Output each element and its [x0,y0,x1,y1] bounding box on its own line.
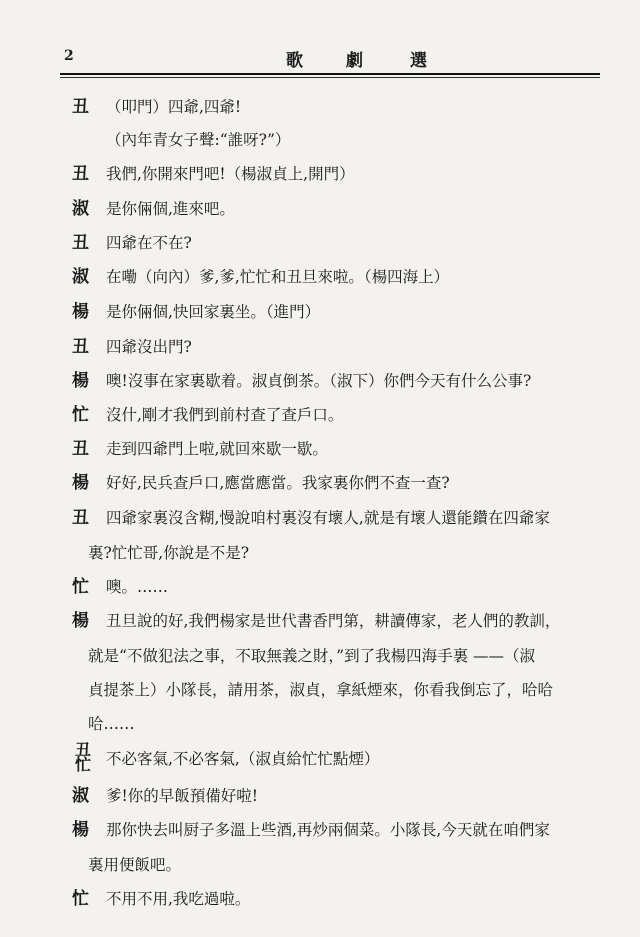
header-title-char-3: 選 [410,51,427,71]
speaker-label: 丑 [72,439,89,459]
header-title-char-2: 劇 [346,51,363,71]
speaker-label: 淑 [72,786,89,806]
dialogue-text: 爹!你的早飯預備好啦! [106,787,258,805]
dialogue-line [88,677,553,703]
dialogue-text: 好好,民兵查戶口,應當應當。我家裏你們不查一查? [106,474,450,492]
dialogue-text: 四爺家裏沒含糊,慢說咱村裏沒有壞人,就是有壞人還能鑽在四爺家 [106,509,550,527]
dialogue-line [72,574,168,600]
dialogue-line [72,608,560,634]
dialogue-text: 四爺沒出門? [106,338,192,356]
dialogue-line [72,264,449,290]
dialogue-text: 裏用便飯吧。 [88,856,182,874]
speaker-label: 丑 [72,337,89,357]
speaker-label: 楊 [72,611,89,631]
speaker-label: 丑 [72,97,89,117]
speaker-label: 忙 [72,889,89,909]
dialogue-line [106,127,290,153]
dialogue-line [88,643,535,669]
dialogue-text: 沒什,剛才我們到前村查了查戶口。 [106,406,344,424]
dialogue-text: 是你倆個,進來吧。 [106,200,235,218]
dialogue-text: 裏?忙忙哥,你說是不是? [88,544,250,562]
dialogue-text: 那你快去叫厨子多溫上些酒,再炒兩個菜。小隊長,今天就在咱們家 [106,821,550,839]
dialogue-text: （叩門）四爺,四爺! [106,98,242,116]
dialogue-text: 不必客氣,不必客氣,（淑貞給忙忙點煙） [106,750,380,768]
dialogue-line [88,852,181,878]
dialogue-text: 哈…… [88,715,135,733]
dialogue-text: 不用不用,我吃過啦。 [106,890,251,908]
speaker-label: 楊 [72,302,89,322]
dialogue-line [72,436,328,462]
speaker-label-dual: 丑 忙 [74,740,91,774]
running-header [60,44,600,72]
dialogue-text: （內年青女子聲:“誰呀?”） [106,131,291,149]
page-number: 2 [64,48,74,64]
speaker-label: 淑 [72,199,89,219]
header-rule [60,73,600,75]
dialogue-text: 就是“不做犯法之事，不取無義之財，”到了我楊四海手裏 ——（淑 [88,647,536,665]
dialogue-text: 貞提茶上）小隊長，請用茶，淑貞，拿紙煙來，你看我倒忘了，哈哈 [88,681,554,699]
dialogue-text: 在嘞（向內）爹,爹,忙忙和丑旦來啦。（楊四海上） [106,268,450,286]
speaker-label: 丑 [72,233,89,253]
speaker-label: 丑 [72,164,89,184]
speaker-label: 楊 [72,820,89,840]
dialogue-line [72,505,550,531]
speaker-label: 楊 [72,473,89,493]
dialogue-line [72,817,550,843]
dialogue-line [72,299,320,325]
dialogue-line [72,886,250,912]
dialogue-line [72,94,241,120]
dialogue-line [72,368,531,394]
dialogue-text: 我們,你開來門吧!（楊淑貞上,開門） [106,165,355,183]
dialogue-text: 丑旦說的好,我們楊家是世代書香門第，耕讀傳家，老人們的教訓， [106,612,561,630]
dialogue-text: 噢!沒事在家裏歇着。淑貞倒茶。（淑下）你們今天有什么公事? [106,372,532,390]
dialogue-line [88,540,249,566]
dialogue-line [72,334,192,360]
dialogue-line [72,470,450,496]
dialogue-line [88,711,135,737]
speaker-label: 楊 [72,371,89,391]
speaker-label: 淑 [72,267,89,287]
dialogue-line [72,161,355,187]
dialogue-line [72,196,235,222]
speaker-label: 忙 [72,405,89,425]
dialogue-line [72,230,192,256]
speaker-label: 丑 [72,508,89,528]
dialogue-text: 四爺在不在? [106,234,192,252]
dialogue-text: 走到四爺門上啦,就回來歇一歇。 [106,440,328,458]
header-rule-thin [60,77,600,78]
dialogue-text: 噢。…… [106,578,169,596]
header-title-char-1: 歌 [286,51,303,71]
speaker-label: 忙 [72,577,89,597]
dialogue-line [72,783,258,809]
dialogue-line [72,402,343,428]
dialogue-text: 是你倆個,快回家裏坐。（進門） [106,303,321,321]
